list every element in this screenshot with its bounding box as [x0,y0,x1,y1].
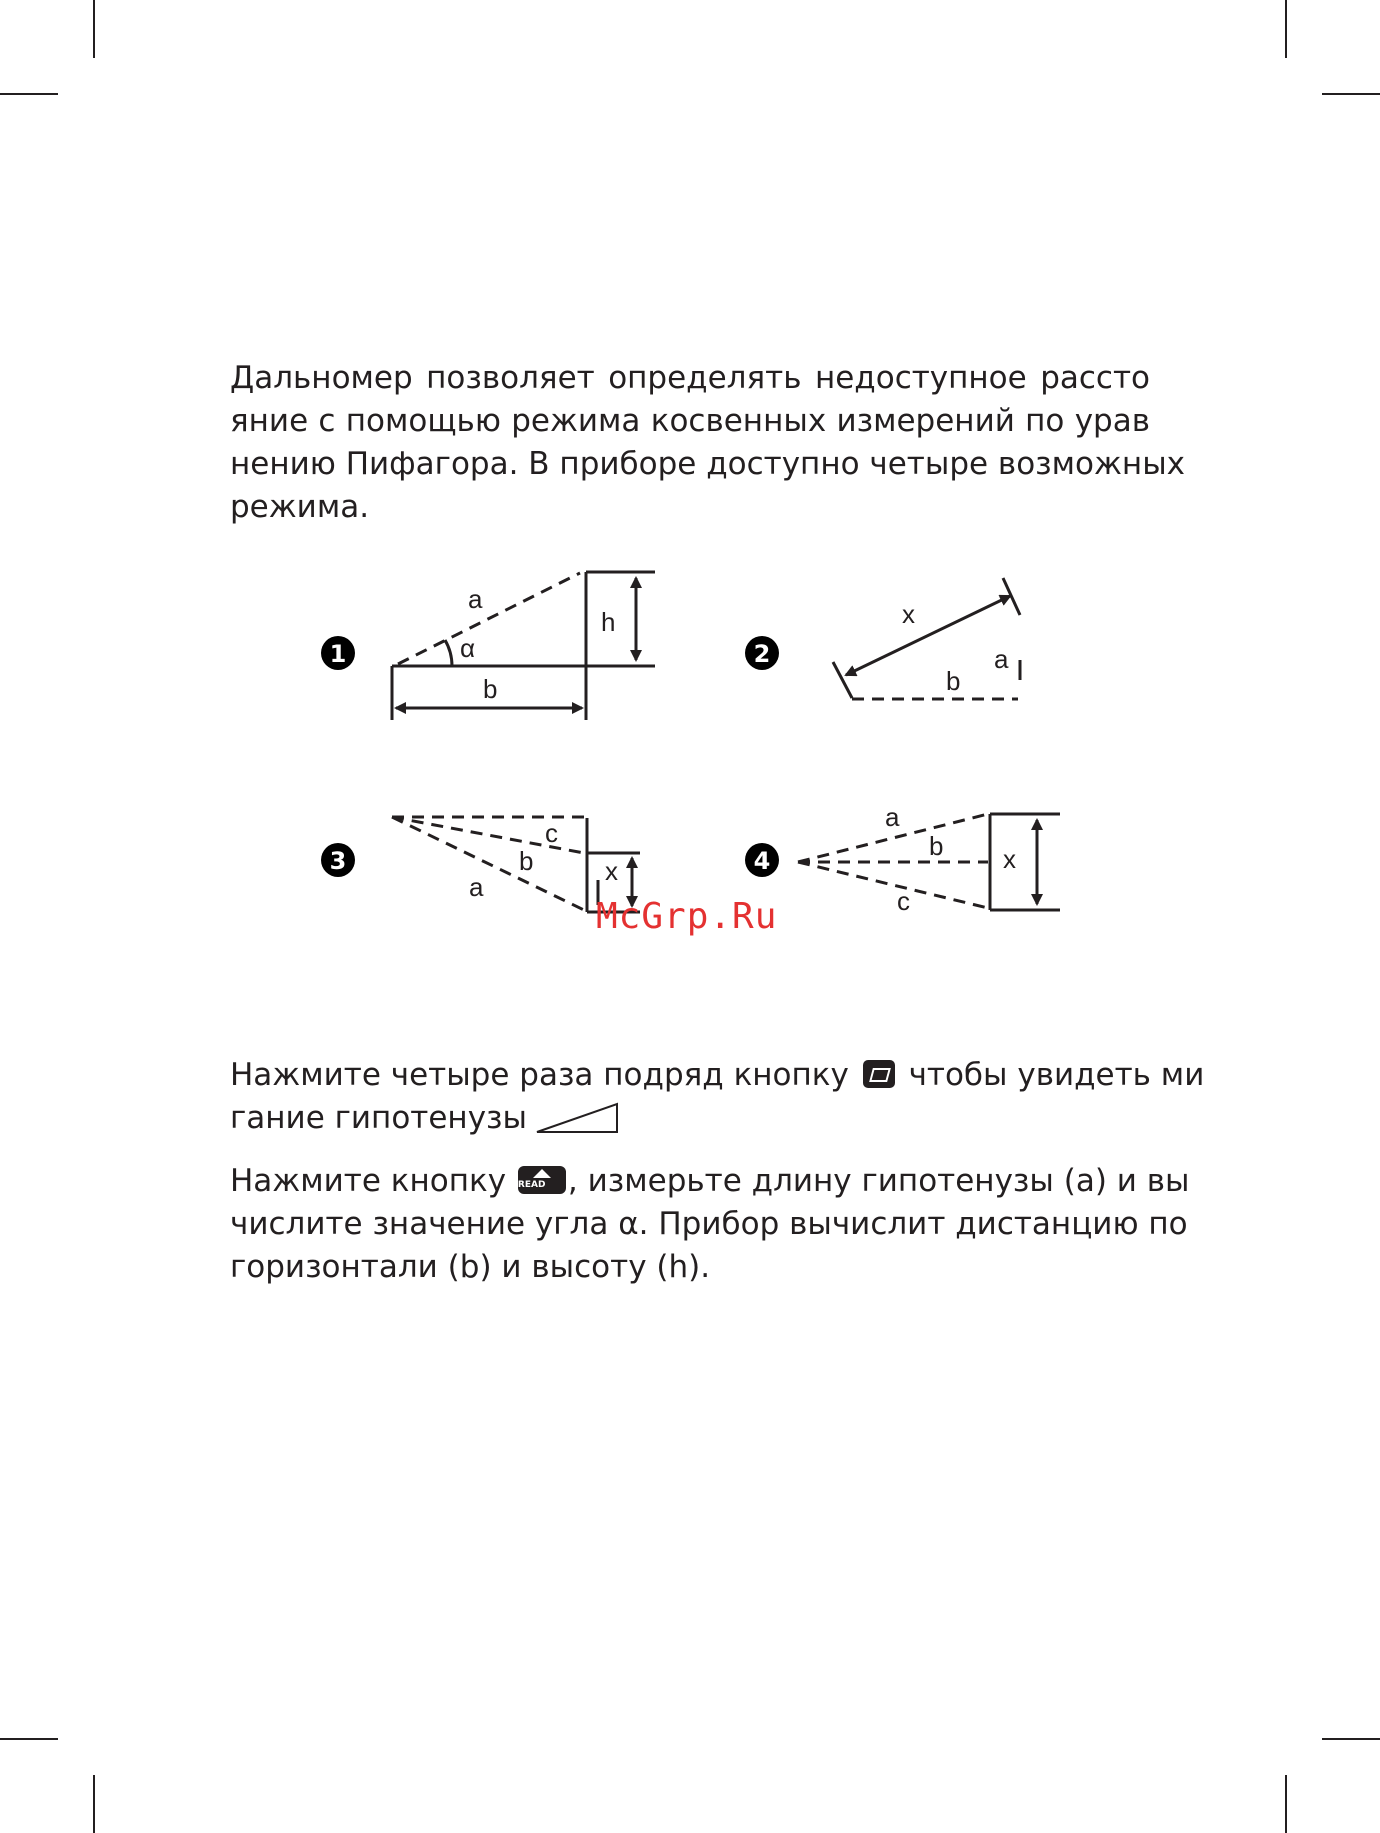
step2-text-after: , измерьте длину гипотенузы (a) и вы [567,1163,1190,1199]
step1-text-before: Нажмите четыре раза подряд кнопку [230,1057,859,1093]
label-b: b [483,674,498,704]
intro-line: Дальномер позволяет определять недоступное рассто [230,360,1150,396]
label-x: x [902,599,915,629]
crop-mark [1285,1775,1287,1833]
label-a: a [469,872,484,902]
step1-line2: гание гипотенузы [230,1100,527,1136]
crop-mark [1322,1738,1380,1740]
label-a: a [994,644,1009,674]
intro-line: яние с помощью режима косвенных измерений по урав [230,403,1150,439]
label-b: b [929,831,944,861]
read-button-icon [518,1166,566,1194]
diagram-mode-2 [745,578,1020,699]
crop-mark [93,1775,95,1833]
step1-paragraph [230,1054,1205,1140]
label-a: a [468,584,483,614]
label-alpha: α [460,633,476,663]
crop-mark [0,1738,58,1740]
step1-text-after: чтобы увидеть ми [898,1057,1205,1093]
number-marker-1-label: 1 [329,640,347,668]
watermark: McGrp.Ru [596,896,778,937]
triangle-icon [533,1169,551,1178]
number-marker-2-label: 2 [753,640,771,668]
label-h: h [601,607,616,637]
step2-line [230,1160,1190,1203]
intro-line: нению Пифагора. В приборе доступно четыре возможных [230,446,1186,482]
label-a: a [885,802,900,832]
label-c: c [545,818,558,848]
step2-text-before: Нажмите кнопку [230,1163,516,1199]
label-x: x [605,856,618,886]
step1-line [230,1097,1150,1140]
diagram-mode-1 [321,572,655,720]
hypotenuse-triangle-icon [535,1102,619,1134]
number-marker-4-label: 4 [753,847,771,875]
diagram-mode-3 [321,817,640,912]
label-b: b [519,846,534,876]
step2-paragraph [230,1160,1190,1289]
label-b: b [946,666,961,696]
number-marker-3-label: 3 [329,847,347,875]
label-x: x [1003,844,1016,874]
step1-line [230,1054,1205,1097]
read-button-label: READ [517,1179,546,1190]
step2-line: горизонтали (b) и высоту (h). [230,1249,711,1285]
diagram-mode-4 [745,802,1060,916]
step2-line: числите значение угла α. Прибор вычислит дистанцию по [230,1206,1188,1242]
label-c: c [897,886,910,916]
intro-line: режима. [230,489,370,525]
mode-button-icon [863,1060,895,1088]
